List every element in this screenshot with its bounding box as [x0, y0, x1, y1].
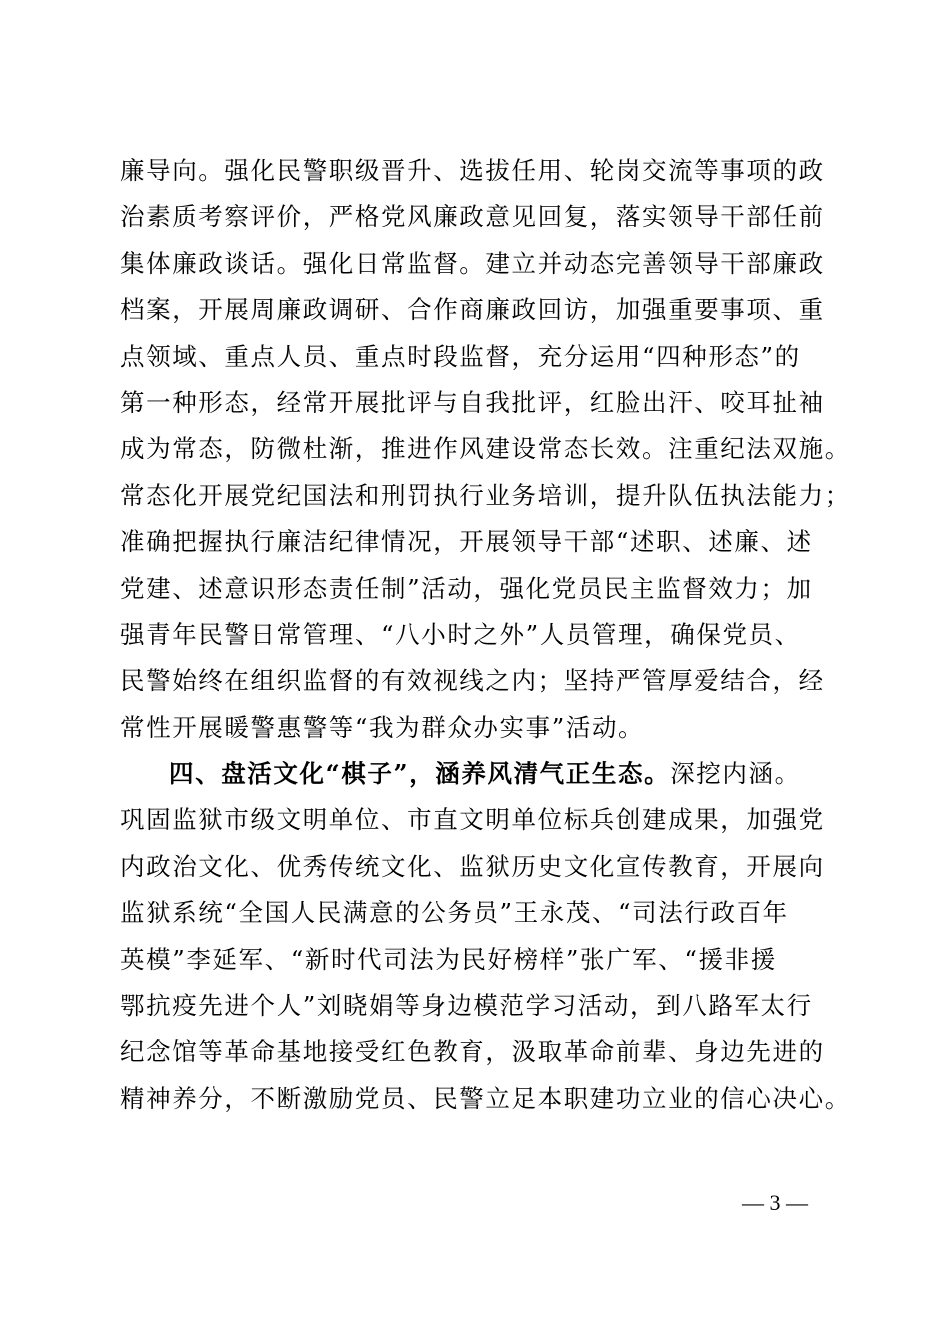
body-text — [120, 148, 851, 1122]
paragraph-1 — [120, 148, 851, 751]
text-line: 鄂抗疫先进个人”刘晓娟等身边模范学习活动，到八路军太行 — [120, 991, 813, 1021]
text-line: 治素质考察评价，严格党风廉政意见回复，落实领导干部任前 — [120, 202, 825, 232]
text-line: 内政治文化、优秀传统文化、监狱历史文化宣传教育，开展向 — [120, 851, 825, 881]
heading-tail-text: 深挖内涵。 — [670, 759, 801, 789]
text-line: 常态化开展党纪国法和刑罚执行业务培训，提升队伍执法能力； — [120, 480, 851, 510]
text-line: 英模”李延军、“新时代司法为民好榜样”张广军、“援非援 — [120, 944, 777, 974]
text-line: 第一种形态，经常开展批评与自我批评，红脸出汗、咬耳扯袖 — [120, 387, 825, 417]
text-line: 集体廉政谈话。强化日常监督。建立并动态完善领导干部廉政 — [120, 248, 825, 278]
text-line: 监狱系统“全国人民满意的公务员”王永茂、“司法行政百年 — [120, 898, 789, 928]
text-line: 巩固监狱市级文明单位、市直文明单位标兵创建成果，加强党 — [120, 805, 825, 835]
text-line: 强青年民警日常管理、“八小时之外”人员管理，确保党员、 — [120, 619, 801, 649]
text-line: 纪念馆等革命基地接受红色教育，汲取革命前辈、身边先进的 — [120, 1037, 825, 1067]
text-line: 常性开展暖警惠警等“我为群众办实事”活动。 — [120, 712, 645, 742]
text-line: 档案，开展周廉政调研、合作商廉政回访，加强重要事项、重 — [120, 295, 825, 325]
section-heading: 四、盘活文化“棋子”，涵养风清气正生态。 — [169, 759, 671, 789]
paragraph-2 — [120, 751, 851, 1122]
paragraph-2-first-line — [120, 751, 830, 797]
text-line: 精神养分，不断激励党员、民警立足本职建功立业的信心决心。 — [120, 1083, 851, 1113]
page-number: — 3 — — [742, 1190, 808, 1215]
text-line: 党建、述意识形态责任制”活动，强化党员民主监督效力；加 — [120, 573, 813, 603]
text-line: 点领域、重点人员、重点时段监督，充分运用“四种形态”的 — [120, 341, 801, 371]
text-line: 成为常态，防微杜渐，推进作风建设常态长效。注重纪法双施。 — [120, 434, 851, 464]
text-line: 准确把握执行廉洁纪律情况，开展领导干部“述职、述廉、述 — [120, 527, 813, 557]
text-line: 民警始终在组织监督的有效视线之内；坚持严管厚爱结合，经 — [120, 666, 825, 696]
text-line: 廉导向。强化民警职级晋升、选拔任用、轮岗交流等事项的政 — [120, 156, 825, 185]
